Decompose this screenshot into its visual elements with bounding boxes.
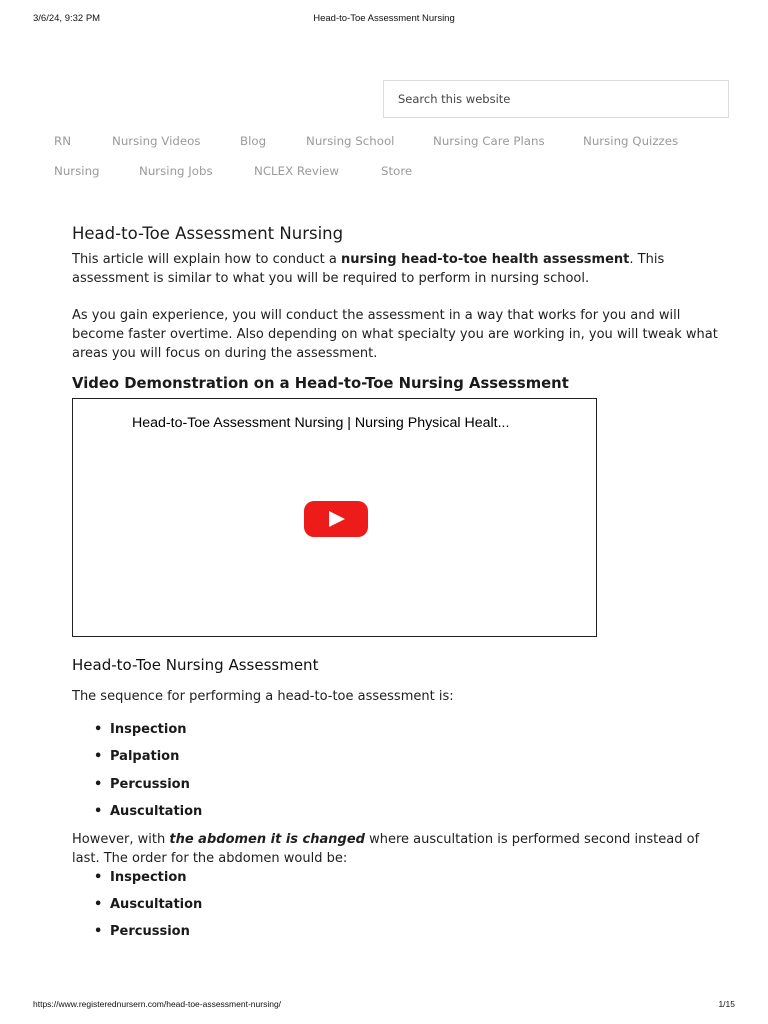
print-page-number: 1/15 [718,999,735,1009]
intro-text-end: . This assessment is similar to what you will be required to perform in nursing school. [72,252,665,286]
nav-link-nursing[interactable]: Nursing [54,164,100,178]
article-title: Head-to-Toe Assessment Nursing [72,224,344,243]
video-title[interactable]: Head-to-Toe Assessment Nursing | Nursing Physical Healt... [132,415,510,431]
sequence-list [72,720,722,830]
abdomen-text-end: where auscultation is performed second instead of last. The order for the abdomen would be: [72,831,700,866]
nav-link-nursing-care-plans[interactable]: Nursing Care Plans [433,134,545,148]
abdomen-list [72,868,722,950]
nav-link-store[interactable]: Store [381,164,413,178]
list-item: • Inspection [110,868,722,895]
list-item: • Inspection [110,720,722,747]
nav-link-rn[interactable]: RN [54,134,72,148]
print-url: https://www.registerednursern.com/head-toe-assessment-nursing/ [33,999,282,1009]
nav-link-blog[interactable]: Blog [240,134,267,148]
experience-paragraph: As you gain experience, you will conduct the assessment in a way that works for you and will become faster overtime. Also depending on what specialty you are working in, you will tweak what areas you will focus on during the assessment. [72,308,718,361]
section-heading: Head-to-Toe Nursing Assessment [72,656,319,674]
list-item: • Auscultation [110,895,722,922]
article [72,223,722,950]
youtube-play-icon[interactable] [304,501,368,537]
video-heading: Video Demonstration on a Head-to-Toe Nursing Assessment [72,375,569,392]
intro-paragraph [72,250,722,288]
list-item: • Percussion [110,775,722,802]
print-datetime: 3/6/24, 9:32 PM [33,13,101,24]
list-item: • Percussion [110,922,722,949]
intro-text-start: This article will explain how to conduct a [72,252,341,267]
search-input[interactable] [384,81,728,117]
print-page-title: Head-to-Toe Assessment Nursing [313,13,455,24]
list-item: • Auscultation [110,802,722,829]
video-embed[interactable] [72,398,597,637]
nav-link-nursing-school[interactable]: Nursing School [306,134,395,148]
abdomen-paragraph [72,830,722,868]
list-item: • Palpation [110,747,722,774]
sequence-paragraph: The sequence for performing a head-to-toe assessment is: [72,689,454,704]
abdomen-text-start: However, with [72,831,170,847]
abdomen-emphasis: the abdomen it is changed [169,831,365,847]
nav-link-nclex-review[interactable]: NCLEX Review [254,164,340,178]
nav-link-nursing-videos[interactable]: Nursing Videos [112,134,201,148]
nav-link-nursing-quizzes[interactable]: Nursing Quizzes [583,134,679,148]
search-box[interactable] [383,80,729,118]
intro-bold-text: nursing head-to-toe health assessment [340,252,630,267]
nav-link-nursing-jobs[interactable]: Nursing Jobs [139,164,213,178]
